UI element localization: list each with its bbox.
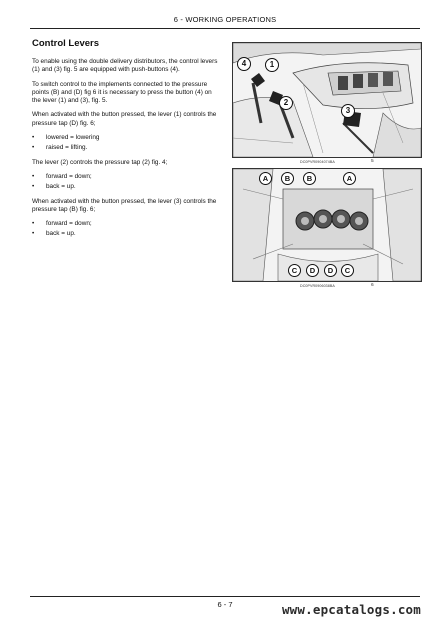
- paragraph: To enable using the double delivery distributors, the control levers (1) and (3) fig. 5 are equipped with push-buttons (4).: [32, 58, 218, 74]
- callout-4: 4: [237, 57, 251, 71]
- figure-6-number: 6: [371, 283, 374, 288]
- bullet-marker: •: [32, 183, 35, 191]
- paragraph: When activated with the button pressed, the lever (1) controls the pressure tap (D) fig. 6;: [32, 111, 217, 127]
- footer-divider: [30, 596, 420, 597]
- bullet-marker: •: [32, 220, 35, 228]
- bullet-item: [32, 230, 222, 238]
- bullet-text: lowered = lowering: [46, 134, 100, 142]
- page-header-title: 6 - WORKING OPERATIONS: [173, 15, 277, 24]
- bullet-list: [32, 173, 222, 192]
- bullet-text: forward = down;: [46, 172, 92, 180]
- callout-b-right: B: [303, 172, 316, 185]
- header-divider: [30, 28, 420, 29]
- bullet-list: [32, 134, 222, 153]
- bullet-list: [32, 220, 222, 239]
- figure-6-code: DC0PVR0906038BA: [300, 284, 335, 288]
- paragraph: When activated with the button pressed, the lever (3) controls the pressure tap (B) fig. 6;: [32, 197, 217, 213]
- figure-6-illustration: [232, 168, 422, 282]
- text-column: [32, 38, 222, 245]
- figure-5-code: DC0PVR0904074BA: [300, 160, 335, 164]
- callout-b-left: B: [281, 172, 294, 185]
- bullet-text: back = up.: [46, 230, 76, 238]
- callout-c-left: C: [288, 264, 301, 277]
- callout-d-right: D: [324, 264, 337, 277]
- paragraph: To switch control to the implements connected to the pressure points (B) and (D) fig 6 it is necessary to press the button (4) on the lever (1) and (3), fig. 5.: [32, 80, 212, 105]
- bullet-item: [32, 173, 222, 181]
- page-number: 6 - 7: [217, 600, 233, 609]
- bullet-text: forward = down;: [46, 220, 92, 228]
- bullet-item: [32, 134, 222, 142]
- callout-a-left: A: [259, 172, 272, 185]
- callout-d-left: D: [306, 264, 319, 277]
- bullet-marker: •: [32, 144, 35, 152]
- bullet-item: [32, 144, 222, 152]
- callout-2: 2: [279, 96, 293, 110]
- callout-c-right: C: [341, 264, 354, 277]
- bullet-marker: •: [32, 172, 35, 180]
- bullet-item: [32, 183, 222, 191]
- callout-3: 3: [341, 104, 355, 118]
- bullet-text: back = up.: [46, 183, 76, 191]
- callout-1: 1: [265, 58, 279, 72]
- figure-5-number: 5: [371, 159, 374, 164]
- watermark: www.epcatalogs.com: [281, 602, 421, 617]
- paragraph: The lever (2) controls the pressure tap (2) fig. 4;: [32, 158, 168, 166]
- bullet-item: [32, 220, 222, 228]
- bullet-marker: •: [32, 134, 35, 142]
- lever-console-drawing: [233, 43, 421, 157]
- bullet-marker: •: [32, 230, 35, 238]
- section-title: Control Levers: [32, 38, 100, 49]
- callout-a-right: A: [343, 172, 356, 185]
- bullet-text: raised = lifting.: [46, 144, 88, 152]
- figure-5-illustration: [232, 42, 422, 158]
